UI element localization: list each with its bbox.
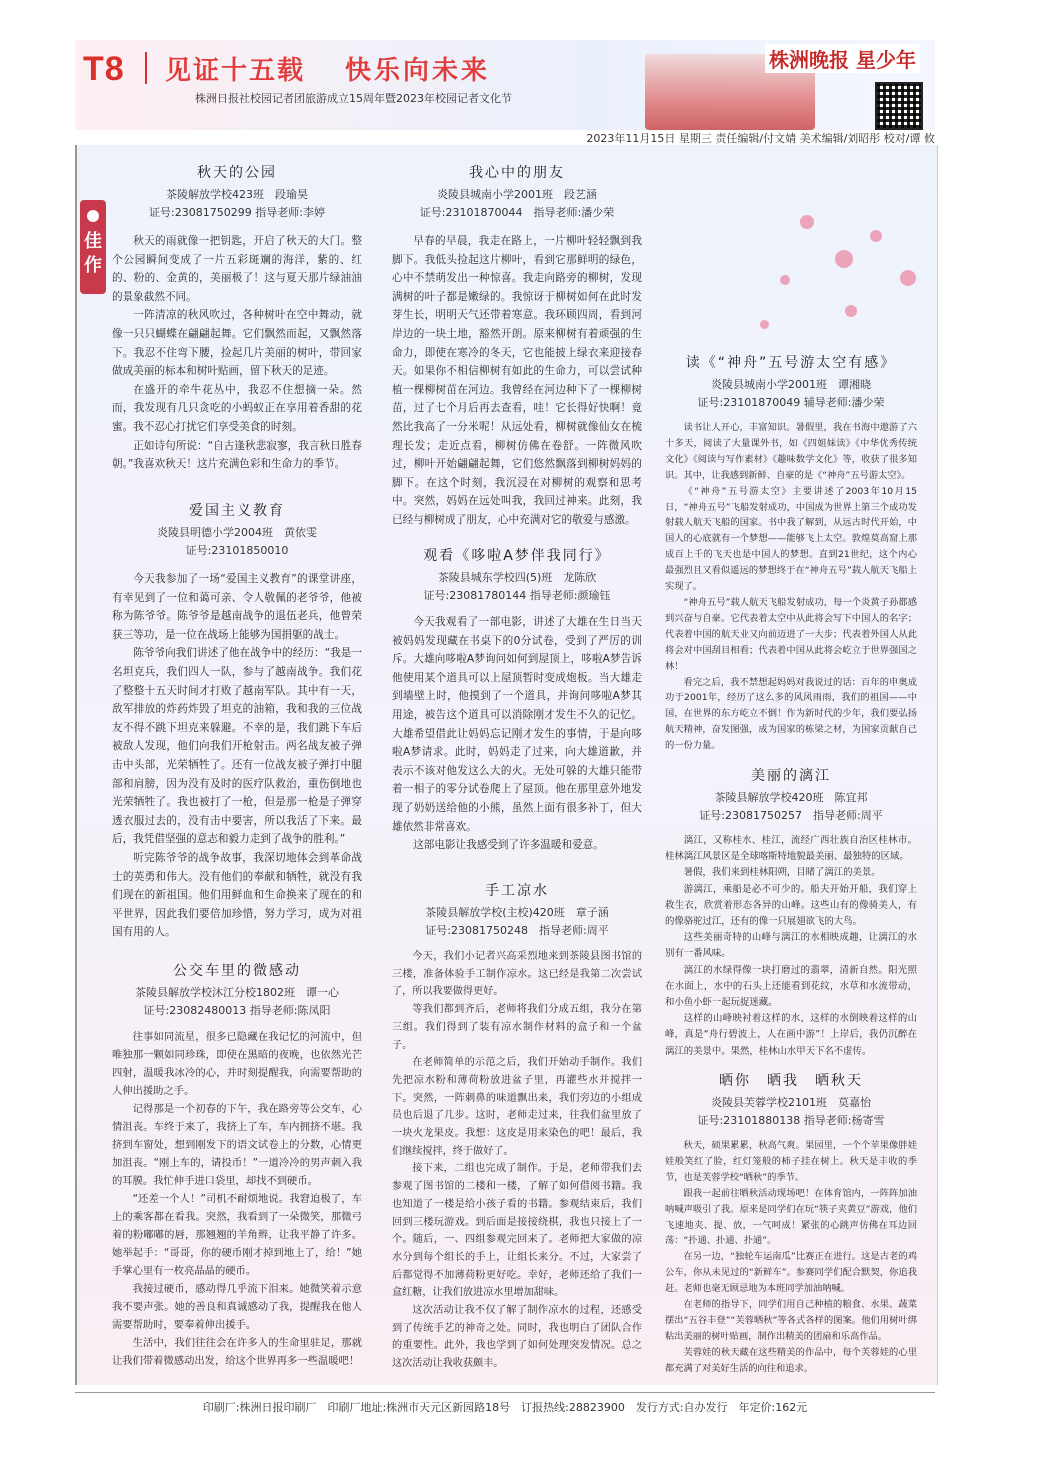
article-paragraph: 漓江，又称桂水、桂江，流经广西壮族自治区桂林市。桂林漓江风景区是全球喀斯特地貌最美丽、最独特的区域。 xyxy=(665,835,917,863)
article-title: 观看《哆啦A梦伴我同行》 xyxy=(423,548,611,564)
section-tab-label: 佳作 xyxy=(84,231,102,276)
article-paragraph: 在老师的指导下，同学们用自己种植的粮食、水果、蔬菜摆出“五谷丰登”“芙蓉晒秋”等各式各样的图案。他们用树叶绑粘出美丽的树叶贴画，制作出精美的团扇和乐高作品。 xyxy=(665,1299,917,1342)
article-cert: 证号:23101870049 辅导老师:潘少荣 xyxy=(697,396,885,409)
article-paragraph: 早春的早晨，我走在路上，一片柳叶轻轻飘到我脚下。我低头捡起这片柳叶，看到它那鲜明的绿色，心中不禁萌发出一种惊喜。我走向路旁的柳树，发现满树的叶子都是嫩绿的。我惊讶于柳树如何在此时发芽生长，明明天气还带着寒意。我环顾四周，看到河岸边的一块土地，豁然开朗。原来柳树有着顽强的生命力，即使在寒冷的冬天，它也能披上绿衣来迎接春天。如果你不相信柳树有如此的生命力，可以尝试种植一棵柳树苗在河边。我曾经在河边种下了一棵柳树苗，过了七个月后再去查看，哇！它长得好快啊！竟然比我高了一分米呢！从远处看，柳树就像仙女在梳理长发；走近点看，柳树仿佛在卷舒。一阵微风吹过，柳叶开始翩翩起舞，它们悠然飘落到柳树妈妈的脚下。在这个时刻，我沉浸在对柳树的观察和思考中。突然，妈妈在远处叫我，我回过神来。此刻，我已经与柳树成了朋友，心中充满对它的敬爱与感激。 xyxy=(392,235,642,526)
article xyxy=(112,960,362,1370)
article xyxy=(112,500,362,942)
blossom-decoration xyxy=(835,250,853,268)
article xyxy=(392,162,642,530)
blossom-decoration xyxy=(780,275,790,285)
article-author: 炎陵县明德小学2004班 黄依雯 xyxy=(157,526,317,539)
article-author: 茶陵县解放学校沐江分校1802班 谭一心 xyxy=(135,986,339,999)
article-paragraph: “还差一个人！”司机不耐烦地说。我窘迫极了，车上的乘客都在看我。突然，我看到了一朵微笑，那微弓着的粉嘟嘟的唇，那翘翘的羊角辫，让我平静了许多。她举起手：“哥哥，你的硬币刚才掉到地上了，给！”她手掌心里有一枚亮晶晶的硬币。 xyxy=(112,1193,362,1277)
article-paragraph: 秋天，硕果累累，秋高气爽。果园里，一个个苹果像胖娃娃般笑红了脸，红灯笼般的柿子挂在树上。秋天是丰收的季节，也是芙蓉学校“晒秋”的季节。 xyxy=(665,1140,917,1183)
article-paragraph: 漓江的水绿得像一块打磨过的翡翠，清新自然。阳光照在水面上，水中的石头上还能看到花纹，水草和水流带动，和小鱼小虾一起玩捉迷藏。 xyxy=(665,964,917,1009)
blossom-decoration xyxy=(760,320,769,329)
article-title: 手工凉水 xyxy=(485,883,549,899)
article-paragraph: 跟我一起前往晒秋活动现场吧！在体育馆内，一阵阵加油呐喊声吸引了我。原来是同学们在玩“筷子夹黄豆”游戏，他们飞速地夹、提、放，一气呵成！紧张的心跳声仿佛在耳边回荡：“扑通、扑通、扑通”。 xyxy=(665,1187,917,1247)
article-author: 茶陵县解放学校420班 陈宜邦 xyxy=(714,791,868,804)
article-title: 晒你 晒我 晒秋天 xyxy=(719,1073,863,1089)
article-paragraph: 在老师简单的示范之后，我们开始动手制作。我们先把凉水粉和薄荷粉放进盆子里，再灌些水并搅拌一下。突然，一阵刺鼻的味道飘出来，我们旁边的小组成员也后退了几步。这时，老师走过来，往我们盆里放了一块火龙果皮。我想：这皮是用来染色的吧！最后，我们继续搅拌，终于做好了。 xyxy=(392,1057,642,1157)
section-tab xyxy=(80,200,106,294)
tab-dot-icon xyxy=(87,210,99,222)
article-paragraph: 接下来，二组也完成了制作。于是，老师带我们去参观了图书馆的二楼和一楼，了解了如何借阅书籍。我也知道了一楼是给小孩子看的书籍。参观结束后，我们回到三楼玩游戏。到后面是接接绕棋，我也只接上了一个。随后，一、四组参观完回来了。老师把大家做的凉水分到每个组长的手上，让组长来分。不过，大家尝了后都觉得不加薄荷粉更好吃。幸好，老师还给了我们一盒红糖，让我们放进凉水里增加甜味。 xyxy=(392,1163,642,1299)
blossom-decoration xyxy=(800,215,814,229)
article-paragraph: 这部电影让我感受到了许多温暖和爱意。 xyxy=(413,839,604,852)
page-footer: 印刷厂:株洲日报印刷厂 印刷厂地址:株洲市天元区新园路18号 订报热线:28823900 发行方式:自办发行 年定价:162元 xyxy=(75,1392,935,1415)
page-number: T8 xyxy=(83,50,125,88)
article-author: 炎陵县城南小学2001班 段艺涵 xyxy=(437,188,597,201)
header-divider xyxy=(145,52,147,84)
header-subtitle: 株洲日报社校园记者团旅游成立15周年暨2023年校园记者文化节 xyxy=(195,92,512,105)
article-cert: 证号:23101870044 指导老师:潘少荣 xyxy=(419,206,615,219)
article xyxy=(392,880,642,1373)
article-title: 我心中的朋友 xyxy=(469,165,565,181)
article-title: 秋天的公园 xyxy=(197,165,277,181)
article-paragraph: 这些美丽奇特的山峰与漓江的水相映成趣，让漓江的水别有一番风味。 xyxy=(665,932,917,960)
qr-code-icon xyxy=(875,82,923,130)
article-title: 美丽的漓江 xyxy=(751,768,831,784)
article-author: 炎陵县芙蓉学校2101班 莫嘉怡 xyxy=(711,1096,871,1109)
article-paragraph: 记得那是一个初春的下午，我在路旁等公交车，心情沮丧。车终于来了，我挤上了车，车内拥挤不堪。我挤到车窗处，想到刚发下的语文试卷上的分数，心情更加沮丧。“刚上车的，请投币！”一道冷冷的男声刺入我的耳膜。我忙伸手进口袋里，却找不到硬币。 xyxy=(112,1103,362,1187)
article-paragraph: 看完之后，我不禁想起妈妈对我说过的话：百年的申奥成功于2001年，经历了这么多的风风雨雨，我们的祖国——中国，在世界的东方屹立不倒！作为新时代的少年，我们要弘扬航天精神，奋发图强，成为国家的栋梁之材，为国家贡献自己的一份力量。 xyxy=(665,676,917,752)
article-paragraph: 陈爷爷向我们讲述了他在战争中的经历：“我是一名坦克兵，我们四人一队，参与了越南战争。我们花了整整十五天时间才打败了越南军队。其中有一天，敌军排放的炸药炸毁了坦克的油箱，我和我的三位战友不得不跳下坦克来躲避。不幸的是，我们跳下车后被敌人发现，他们向我们开枪射击。两名战友被子弹击中头部，光荣牺牲了。还有一位战友被子弹打中腿部和肩膀，因为没有及时的医疗队救治，重伤倒地也光荣牺牲了。我也被打了一枪，但是那一枪是子弹穿透衣服过去的，没有击中要害，所以我活了下来。最后，我凭借坚强的意志和毅力走到了战争的胜利。” xyxy=(112,647,362,846)
article-author: 茶陵县解放学校(主校)420班 章子涵 xyxy=(425,906,609,919)
article-cert: 证号:23081750257 指导老师:周平 xyxy=(699,809,883,822)
article-paragraph: 往事如同流星，很多已隐藏在我记忆的河流中，但唯独那一颗如同珍珠，即使在黑暗的夜晚，也依然光芒四射，温暖我冰冷的心，并时刻提醒我，向需要帮助的人伸出援助之手。 xyxy=(112,1031,362,1097)
blossom-decoration xyxy=(900,270,916,286)
article-cert: 证号:23082480013 指导老师:陈凤阳 xyxy=(143,1004,331,1017)
article-author: 茶陵解放学校423班 段瑜昊 xyxy=(166,188,308,201)
article-paragraph: 今天我观看了一部电影，讲述了大雄在生日当天被妈妈发现藏在书桌下的0分试卷，受到了严厉的训斥。大雄向哆啦A梦询问如何到屋顶上，哆啦A梦告诉他使用某个道具可以上屋顶暂时变成炮板。当大雄走到墙壁上时，他摸到了一个道具，并询问哆啦A梦其用途，被告这个道具可以消除刚才发生不久的记忆。大雄希望借此让妈妈忘记刚才发生的事情，于是向哆啦A梦请求。此时，妈妈走了过来，向大雄道歉，并表示不该对他发这么大的火。无处可躲的大雄只能带着一相子的零分试卷爬上了屋顶。他在那里意外地发现了奶奶送给他的小熊，虽然上面有很多补丁，但大雄依然非常喜欢。 xyxy=(392,616,642,833)
article-author: 炎陵县城南小学2001班 谭湘晓 xyxy=(711,378,871,391)
article-paragraph: 听完陈爷爷的战争故事，我深切地体会到革命战士的英勇和伟大。没有他们的奉献和牺牲，就没有我们现在的新祖国。他们用鲜血和生命换来了现在的和平世界，因此我们要倍加珍惜，努力学习，成为对祖国有用的人。 xyxy=(112,851,362,939)
article-paragraph: 芙蓉娃的秋天藏在这些精美的作品中，每个芙蓉娃的心里都充满了对美好生活的向往和追求。 xyxy=(665,1346,917,1374)
article-title: 公交车里的微感动 xyxy=(173,963,301,979)
article xyxy=(665,352,917,754)
article-paragraph: 这样的山峰映衬着这样的水，这样的水倒映着这样的山峰，真是“舟行碧波上，人在画中游”！上岸后，我仍沉醉在漓江的美景中。果然，桂林山水甲天下名不虚传。 xyxy=(665,1013,917,1057)
dateline: 2023年11月15日 星期三 责任编辑/付文婧 美术编辑/刘昭彤 校对/谭 攸 xyxy=(75,130,935,149)
blossom-decoration xyxy=(870,230,882,242)
article-paragraph: 读书让人开心，丰富知识。暑假里，我在书海中遨游了六十多天，阅读了大量课外书，如《四姐妹读》《中华优秀传统文化》《阅读与写作素材》《趣味数学文化》等，收获了很多知识。其中，让我感到新鲜、自豪的是《“神舟”五号游太空》。 xyxy=(665,422,917,481)
article-paragraph: 在另一边，“独轮车运南瓜”比赛正在进行。这是古老的鸡公车，你从未见过的“新鲜车”。参赛同学们配合默契，你追我赶。老师也毫无顾忌地为本班同学加油呐喊。 xyxy=(665,1251,917,1295)
article-paragraph: 我接过硬币，感动得几乎流下泪来。她微笑着示意我不要声张。她的善良和真诚感动了我，提醒我在他人需要帮助时，要奉着伸出援手。 xyxy=(112,1283,362,1331)
article-cert: 证号:23101880138 指导老师:杨寄雪 xyxy=(697,1114,885,1127)
article xyxy=(112,162,362,474)
article-paragraph: 暑假，我们来到桂林阳朔，目睹了漓江的美景。 xyxy=(683,867,881,879)
article-title: 爱国主义教育 xyxy=(189,503,285,519)
article-paragraph: 在盛开的牵牛花丛中，我忍不住想摘一朵。然而，我发现有几只贪吃的小蚂蚁正在享用着香甜的花蜜。我不忍心打扰它们享受美食的时刻。 xyxy=(112,383,362,433)
article-cert: 证号:23081780144 指导老师:颜瑜钰 xyxy=(423,589,611,602)
article-paragraph: 今天我参加了一场“爱国主义教育”的课堂讲座，有幸见到了一位和蔼可亲、令人敬佩的老爷爷，他被称为陈爷爷。陈爷爷是越南战争的退伍老兵，他曾荣获三等功，是一位在战场上能够为国捐躯的战士。 xyxy=(112,573,362,641)
article-paragraph: 这次活动让我不仅了解了制作凉水的过程，还感受到了传统手艺的神奇之处。同时，我也明白了团队合作的重要性。此外，我也学到了如何处理突发情况。总之这次活动让我收获颇丰。 xyxy=(392,1305,642,1370)
article-paragraph: 一阵清凉的秋风吹过，各种树叶在空中舞动，就像一只只蝴蝶在翩翩起舞。它们飘然而起，又飘然落下。我忍不住弯下腰，捡起几片美丽的树叶，带回家做成美丽的标本和树叶贴画，留下秋天的足迹。 xyxy=(112,309,362,378)
article-author: 茶陵县城东学校四(5)班 龙陈欣 xyxy=(437,571,597,584)
article-paragraph: “神舟五号”载人航天飞船发射成功，每一个炎黄子孙都感到兴奋与自豪。它代表着太空中从此将会写下中国人的名字；代表着中国的航天业又向前迈进了一大步；代表着外国人从此将会对中国刮目相看；代表着中国从此将会屹立于世界强国之林！ xyxy=(665,596,917,672)
article-title: 读《“神舟”五号游太空有感》 xyxy=(685,355,897,371)
article-paragraph: 等我们都到齐后，老师将我们分成五组，我分在第三组。我们得到了装有凉水制作材料的盒子和一个盆子。 xyxy=(392,1004,642,1051)
article-cert: 证号:23081750299 指导老师:李婷 xyxy=(149,206,325,219)
article xyxy=(392,545,642,855)
article-paragraph: 正如诗句所说：“自古逢秋悲寂寥，我言秋日胜春朝。”我喜欢秋天！这片充满色彩和生命力的季节。 xyxy=(112,439,362,471)
header-title-part1: 见证十五载 xyxy=(165,56,306,86)
article-paragraph: 《“神舟”五号游太空》主要讲述了2003年10月15日，“神舟五号”飞船发射成功，中国成为世界上第三个成功发射载人航天飞船的国家。书中我了解到，从远古时代开始，中国人的心底就有一个梦想——能够飞上太空。敦煌莫高窟上那成百上千的飞天也是中国人的梦想。直到21世纪，这个内心最强烈且又看似遥远的梦想终于在“神舟五号”载人航天飞船上实现了。 xyxy=(665,485,917,593)
page-header xyxy=(75,40,935,130)
article-paragraph: 秋天的雨就像一把钥匙，开启了秋天的大门。整个公园瞬间变成了一片五彩斑斓的海洋，紫的、红的、粉的、金黄的，美丽极了！这与夏天那片绿油油的景象截然不同。 xyxy=(112,235,362,303)
article-paragraph: 生活中，我们往往会在许多人的生命里驻足，那就让我们带着微感动出发，给这个世界再多一些温暖吧！ xyxy=(112,1337,362,1367)
article-cert: 证号:23081750248 指导老师:周平 xyxy=(425,924,609,937)
blossom-decoration xyxy=(845,305,857,317)
article-paragraph: 游漓江，乘船是必不可少的。船夫开始开船，我们穿上救生衣，欣赏着形态各异的山峰。这些山有的像骑美人，有的像骆驼过江，还有的像一只展翅欲飞的大鸟。 xyxy=(665,883,917,928)
newspaper-brand-logo: 株洲晚报 星少年 xyxy=(765,44,920,73)
article xyxy=(665,1070,917,1377)
article-cert: 证号:23101850010 xyxy=(185,544,289,557)
header-title-part2: 快乐向未来 xyxy=(345,56,491,86)
article-paragraph: 今天，我们小记者兴高采烈地来到茶陵县图书馆的三楼，准备体验手工制作凉水。这已经是我第二次尝试了，所以我要做得更好。 xyxy=(392,951,642,998)
article xyxy=(665,765,917,1060)
